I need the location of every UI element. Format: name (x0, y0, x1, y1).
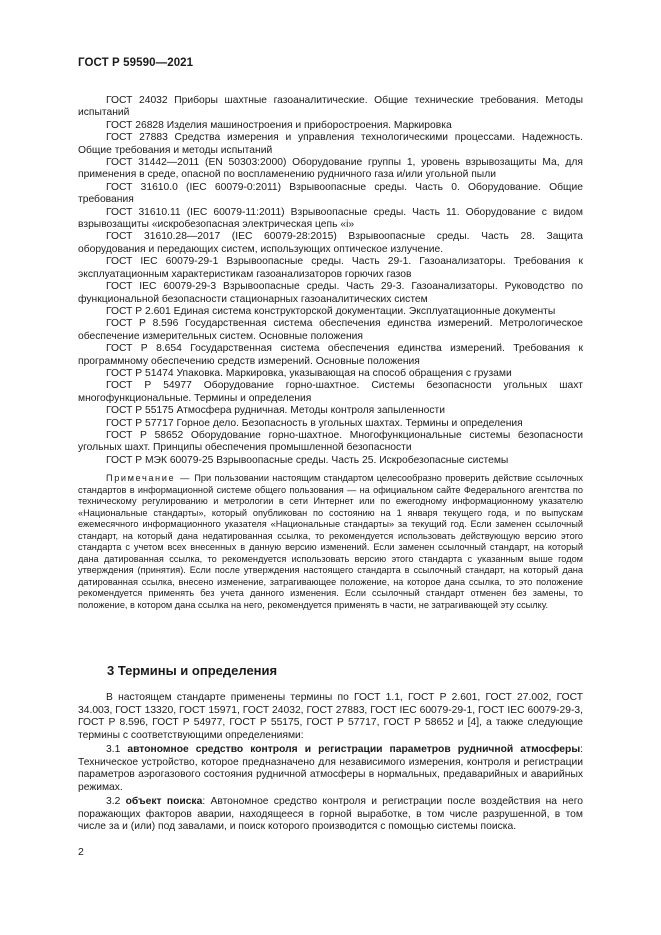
reference-item: ГОСТ Р 58652 Оборудование горно-шахтное. Многофункциональные системы безопасности угольных шахт. Принципы обеспечения промышленной безопасности (78, 429, 583, 454)
term-number: 3.1 (106, 744, 121, 755)
reference-item: ГОСТ 31610.28—2017 (IEC 60079-28:2015) Взрывоопасные среды. Часть 28. Защита оборудования и передающих систем, использующих оптическое излучение. (78, 231, 583, 255)
reference-item: ГОСТ 27883 Средства измерения и управления технологическими процессами. Надежность. Общие требования и методы испытаний (78, 132, 583, 156)
reference-item: ГОСТ Р 2.601 Единая система конструкторской документации. Эксплуатационные документы (106, 305, 556, 317)
reference-item: ГОСТ 24032 Приборы шахтные газоаналитические. Общие технические требования. Методы испытаний (78, 95, 583, 119)
reference-item: ГОСТ Р 57717 Горное дело. Безопасность в угольных шахтах. Термины и определения (106, 417, 523, 429)
standard-header: ГОСТ Р 59590—2021 (78, 57, 194, 69)
term-definition: : Техническое устройство, которое предназначено для независимого измерения, контроля и регистрации параметров аэрогазового состояния рудничной атмосферы в нормальных, предаварийных и аварийных режимах. (78, 744, 583, 793)
term-name: автономное средство контроля и регистрации параметров рудничной атмосферы (127, 744, 581, 755)
reference-item: ГОСТ IEC 60079-29-3 Взрывоопасные среды. Часть 29-3. Газоанализаторы. Руководство по функциональной безопасности стационарных газоаналитических систем (78, 281, 583, 305)
reference-item: ГОСТ 31610.11 (IEC 60079-11:2011) Взрывоопасные среды. Часть 11. Оборудование с видом взрывозащиты «искробезопасная электрическая цепь «i» (78, 206, 583, 231)
page-number: 2 (78, 846, 84, 858)
note-label: Примечание — (106, 473, 191, 484)
term-entry (78, 744, 583, 794)
term-entry (78, 796, 583, 834)
reference-item: ГОСТ Р 8.654 Государственная система обеспечения единства измерений. Требования к программному обеспечению средств измерений. Основные положения (78, 343, 583, 367)
reference-item: ГОСТ 26828 Изделия машиностроения и приборостроения. Маркировка (106, 119, 452, 131)
term-number: 3.2 (106, 796, 121, 807)
reference-item: ГОСТ Р 8.596 Государственная система обеспечения единства измерений. Метрологическое обеспечение измерительных систем. Основные положения (78, 318, 583, 342)
term-name: объект поиска (125, 796, 203, 807)
reference-item: ГОСТ 31610.0 (IEC 60079-0:2011) Взрывоопасные среды. Часть 0. Оборудование. Общие требования (78, 181, 583, 206)
normative-references (78, 95, 583, 620)
note-text: При пользовании настоящим стандартом целесообразно проверить действие ссылочных стандартов в информационной системе общего пользования — на официальном сайте Федерального агентства по техническому регулированию и метрологии в сети Интернет или по ежегодному информационному указателю «Национальные стандарты», который опубликован по состоянию на 1 января текущего года, и по выпускам ежемесячного информационного указателя «Национальные стандарты» за текущий год. Если заменен ссылочный стандарт, на который дана недатированная ссылка, то рекомендуется использовать действующую версию этого стандарта с учетом всех внесенных в данную версию изменений. Если заменен ссылочный стандарт, на который дана датированная ссылка, то рекомендуется использовать версию этого стандарта с указанным выше годом утверждения (принятия). Если после утверждения настоящего стандарта в ссылочный стандарт, на который дана датированная ссылка, внесено изменение, затрагивающее положение, на которое дана ссылка, то это положение рекомендуется применять без учета данного изменения. Если ссылочный стандарт отменен без замены, то положение, в котором дана ссылка на него, рекомендуется применять в части, не затрагивающей эту ссылку. (78, 473, 583, 610)
reference-item: ГОСТ Р 54977 Оборудование горно-шахтное. Системы безопасности угольных шахт многофункциональные. Термины и определения (78, 380, 583, 404)
reference-item: ГОСТ IEC 60079-29-1 Взрывоопасные среды. Часть 29-1. Газоанализаторы. Требования к эксплуатационным характеристикам газоанализаторов горючих газов (78, 256, 583, 280)
reference-item: ГОСТ Р 51474 Упаковка. Маркировка, указывающая на способ обращения с грузами (106, 367, 512, 379)
terms-section (78, 692, 583, 836)
reference-item: ГОСТ 31442—2011 (EN 50303:2000) Оборудование группы 1, уровень взрывозащиты Ма, для применения в среде, опасной по воспламенению рудничного газа и/или угольной пыли (78, 157, 583, 181)
section-title: 3 Термины и определения (107, 663, 278, 678)
reference-item: ГОСТ Р МЭК 60079-25 Взрывоопасные среды. Часть 25. Искробезопасные системы (106, 454, 509, 466)
reference-item: ГОСТ Р 55175 Атмосфера рудничная. Методы контроля запыленности (106, 405, 445, 417)
references-note (78, 473, 583, 611)
terms-intro: В настоящем стандарте применены термины по ГОСТ 1.1, ГОСТ Р 2.601, ГОСТ 27.002, ГОСТ 34.003, ГОСТ 13320, ГОСТ 15971, ГОСТ 24032, ГОСТ 27883, ГОСТ IEC 60079-29-1, ГОСТ IEC 60079-29-3, ГОСТ Р 8.596, ГОСТ Р 54977, ГОСТ Р 55175, ГОСТ Р 57717, ГОСТ Р 58652 и [4], а также следующие термины с соответствующими определениями: (78, 692, 583, 741)
term-definition: : Автономное средство контроля и регистрации после воздействия на него поражающих факторов аварии, находящееся в горной выработке, в том числе разрушенной, в том числе за и (или) под завалами, и поиск которого производится с помощью системы поиска. (78, 796, 583, 832)
